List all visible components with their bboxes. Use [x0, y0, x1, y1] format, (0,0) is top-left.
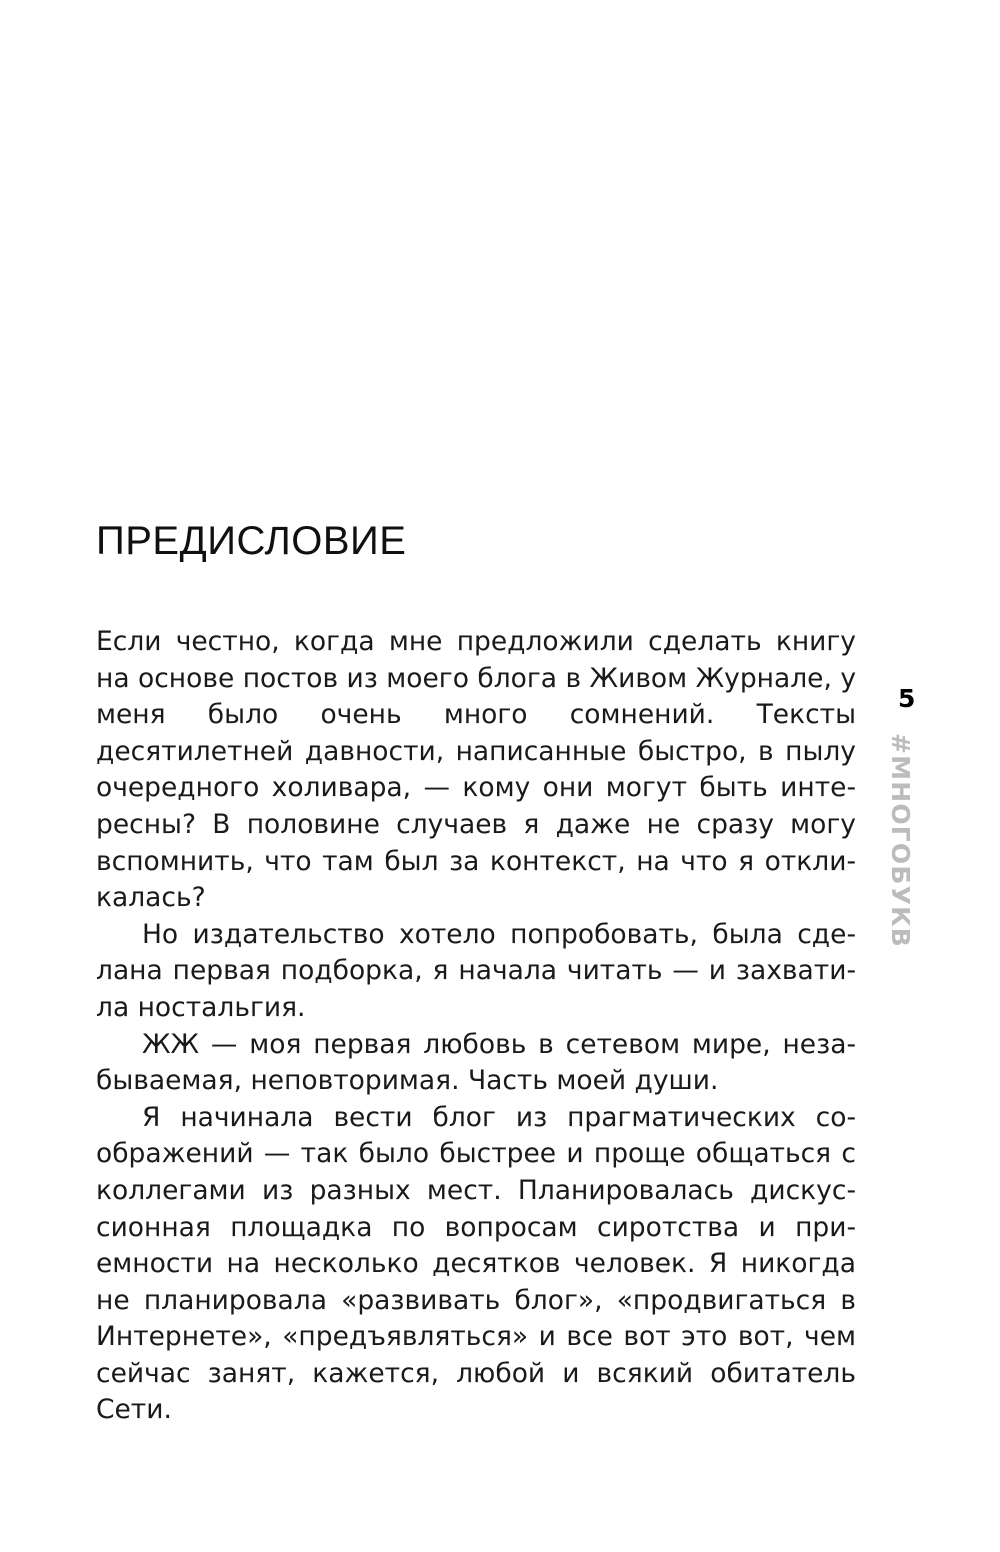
body-text-block: [96, 624, 856, 1429]
running-head: #МНОГОБУКВ: [886, 733, 915, 949]
page-title: ПРЕДИСЛОВИЕ: [96, 519, 407, 563]
paragraph: Я начинала вести блог из прагматических соображений — так было быстрее и проще общаться с коллегами из разных мест. Планировалась дискуссионная площадка по вопросам сиротства и приемности на несколько десятков человек. Я никогда не планировала «развивать блог», «продвигаться в Интернете», «предъявляться» и все вот это вот, чем сейчас занят, кажется, любой и всякий обитатель Сети.: [96, 1101, 856, 1426]
paragraph: ЖЖ — моя первая любовь в сетевом мире, незабываемая, неповторимая. Часть моей души.: [96, 1028, 856, 1097]
paragraph: Если честно, когда мне предложили сделать книгу на основе постов из моего блога в Живом Журнале, у меня было очень много сомнений. Тексты десятилетней давности, написанные быстро, в пылу очередного холивара, — кому они могут быть интересны? В половине случаев я даже не сразу могу вспомнить, что там был за контекст, на что я откликалась?: [96, 626, 856, 914]
page-content: [96, 520, 856, 1429]
paragraph: Но издательство хотело попробовать, была сделана первая подборка, я начала читать — и захватила ностальгия.: [96, 918, 856, 1023]
page-number: 5: [898, 684, 916, 713]
margin-furniture: [884, 686, 944, 948]
